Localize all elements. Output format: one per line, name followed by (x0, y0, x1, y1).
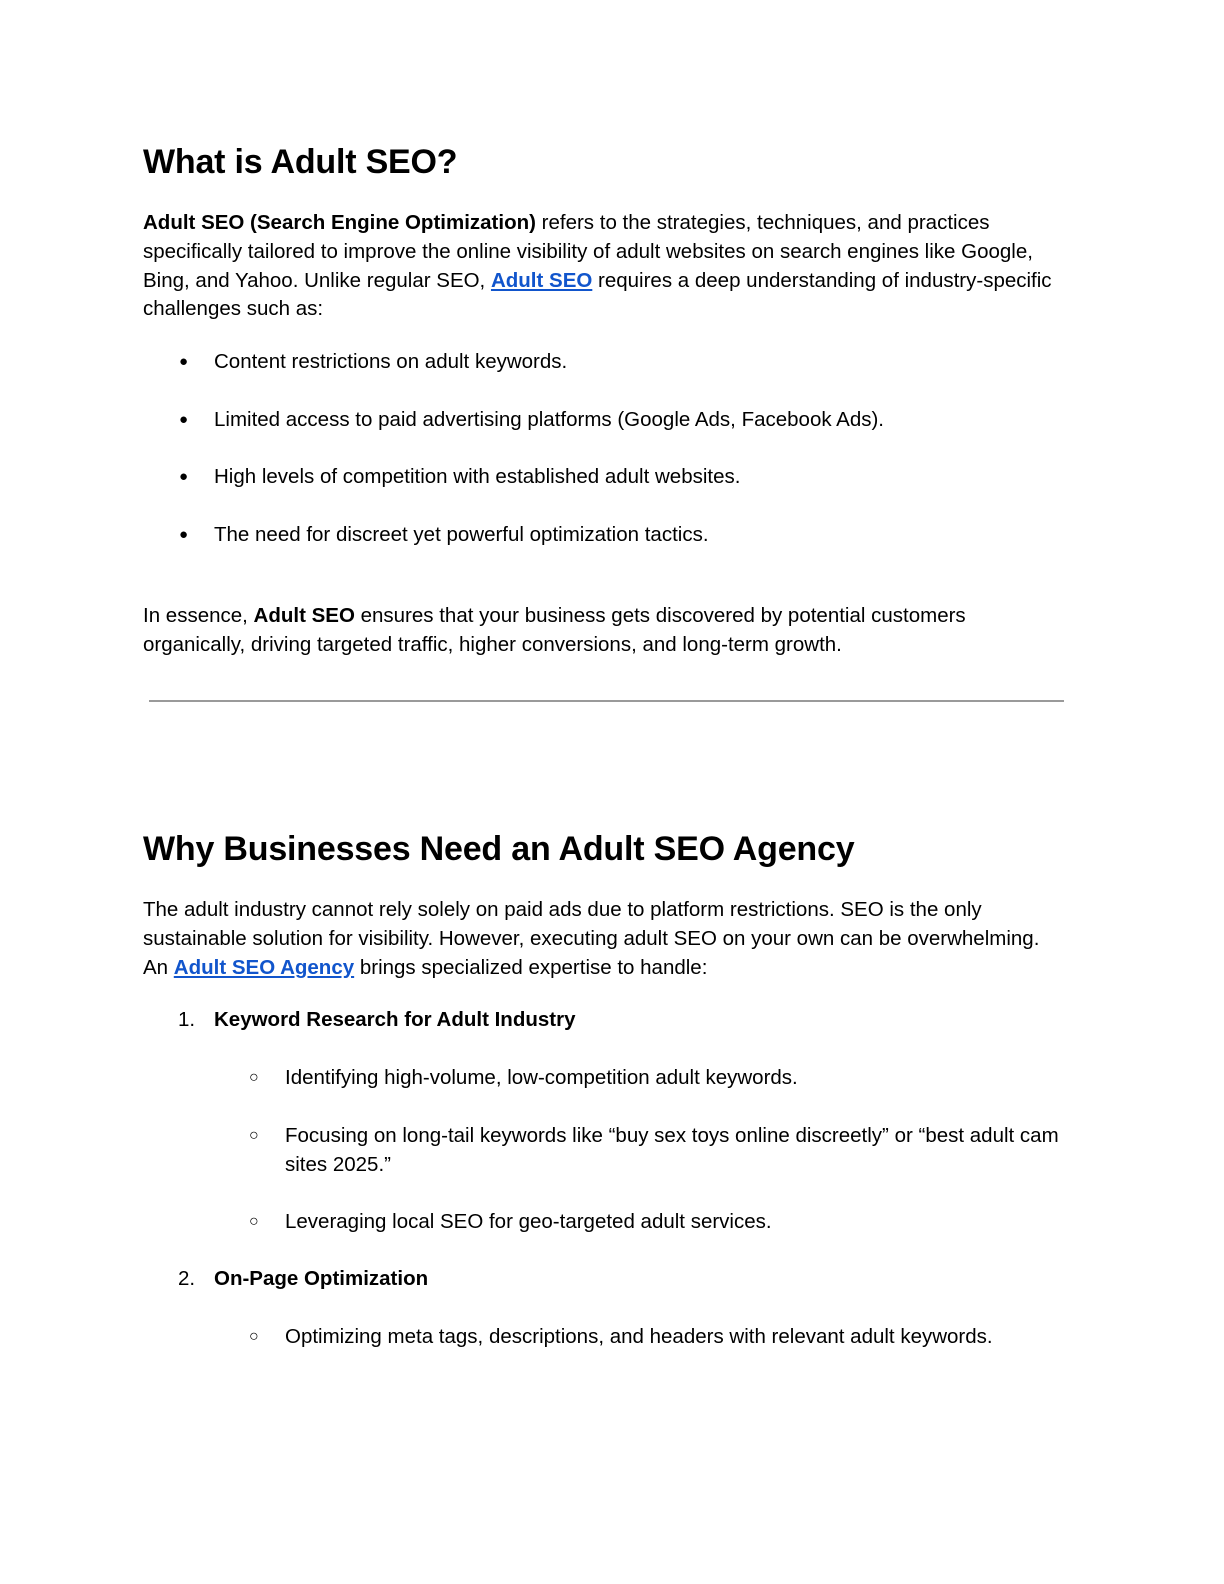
hollow-bullet-icon: ○ (249, 1328, 259, 1345)
item-number: 1. (178, 1008, 196, 1031)
conclusion-text-a: In essence, (143, 604, 254, 627)
item-title: Keyword Research for Adult Industry (214, 1008, 576, 1031)
section1-intro-paragraph (143, 209, 1068, 324)
horizontal-divider (149, 700, 1064, 702)
intro2-text-b: brings specialized expertise to handle: (354, 955, 708, 979)
section-heading-what-is-adult-seo: What is Adult SEO? (143, 143, 458, 181)
intro2-text-a: The adult industry cannot rely solely on paid ads due to platform restrictions. SEO is the only sustainable solution for visibility. However, executing adult SEO on your own can be overwhelming. An (143, 898, 1040, 979)
item-number: 2. (178, 1267, 196, 1290)
bullet-text: High levels of competition with established adult websites. (214, 465, 741, 488)
adult-seo-agency-link[interactable]: Adult SEO Agency (173, 955, 355, 979)
bullet-icon: ● (179, 526, 189, 543)
intro-text-b: requires a deep understanding of industry-specific challenges such as: (143, 268, 1052, 321)
bullet-icon: ● (179, 353, 189, 370)
section2-intro-paragraph (143, 896, 1068, 982)
sub-bullet-text: Identifying high-volume, low-competition adult keywords. (285, 1066, 798, 1089)
conclusion-bold: Adult SEO (253, 604, 355, 627)
intro-text-a: refers to the strategies, techniques, and practices specifically tailored to improve the online visibility of adult websites on search engines like Google, Bing, and Yahoo. Unlike regular SEO, (143, 211, 1033, 292)
sub-bullet-text: Leveraging local SEO for geo-targeted adult services. (285, 1210, 772, 1233)
hollow-bullet-icon: ○ (249, 1127, 259, 1144)
sub-bullet-text: Focusing on long-tail keywords like “buy sex toys online discreetly” or “best adult cam sites 2025.” (285, 1124, 1059, 1176)
hollow-bullet-icon: ○ (249, 1069, 259, 1086)
intro-bold-lead: Adult SEO (Search Engine Optimization) (143, 211, 536, 234)
section-heading-why-businesses-need: Why Businesses Need an Adult SEO Agency (143, 830, 855, 868)
bullet-text: The need for discreet yet powerful optimization tactics. (214, 523, 709, 546)
item-title: On-Page Optimization (214, 1267, 429, 1290)
sub-bullet-text: Optimizing meta tags, descriptions, and headers with relevant adult keywords. (285, 1325, 993, 1348)
bullet-text: Content restrictions on adult keywords. (214, 350, 568, 373)
bullet-icon: ● (179, 468, 189, 485)
bullet-icon: ● (179, 411, 189, 428)
hollow-bullet-icon: ○ (249, 1213, 259, 1230)
bullet-text: Limited access to paid advertising platforms (Google Ads, Facebook Ads). (214, 408, 885, 431)
section1-conclusion-paragraph (143, 602, 1068, 660)
conclusion-text-b: ensures that your business gets discovered by potential customers organically, driving targeted traffic, higher conversions, and long-term growth. (143, 604, 966, 656)
adult-seo-link[interactable]: Adult SEO (490, 268, 593, 292)
